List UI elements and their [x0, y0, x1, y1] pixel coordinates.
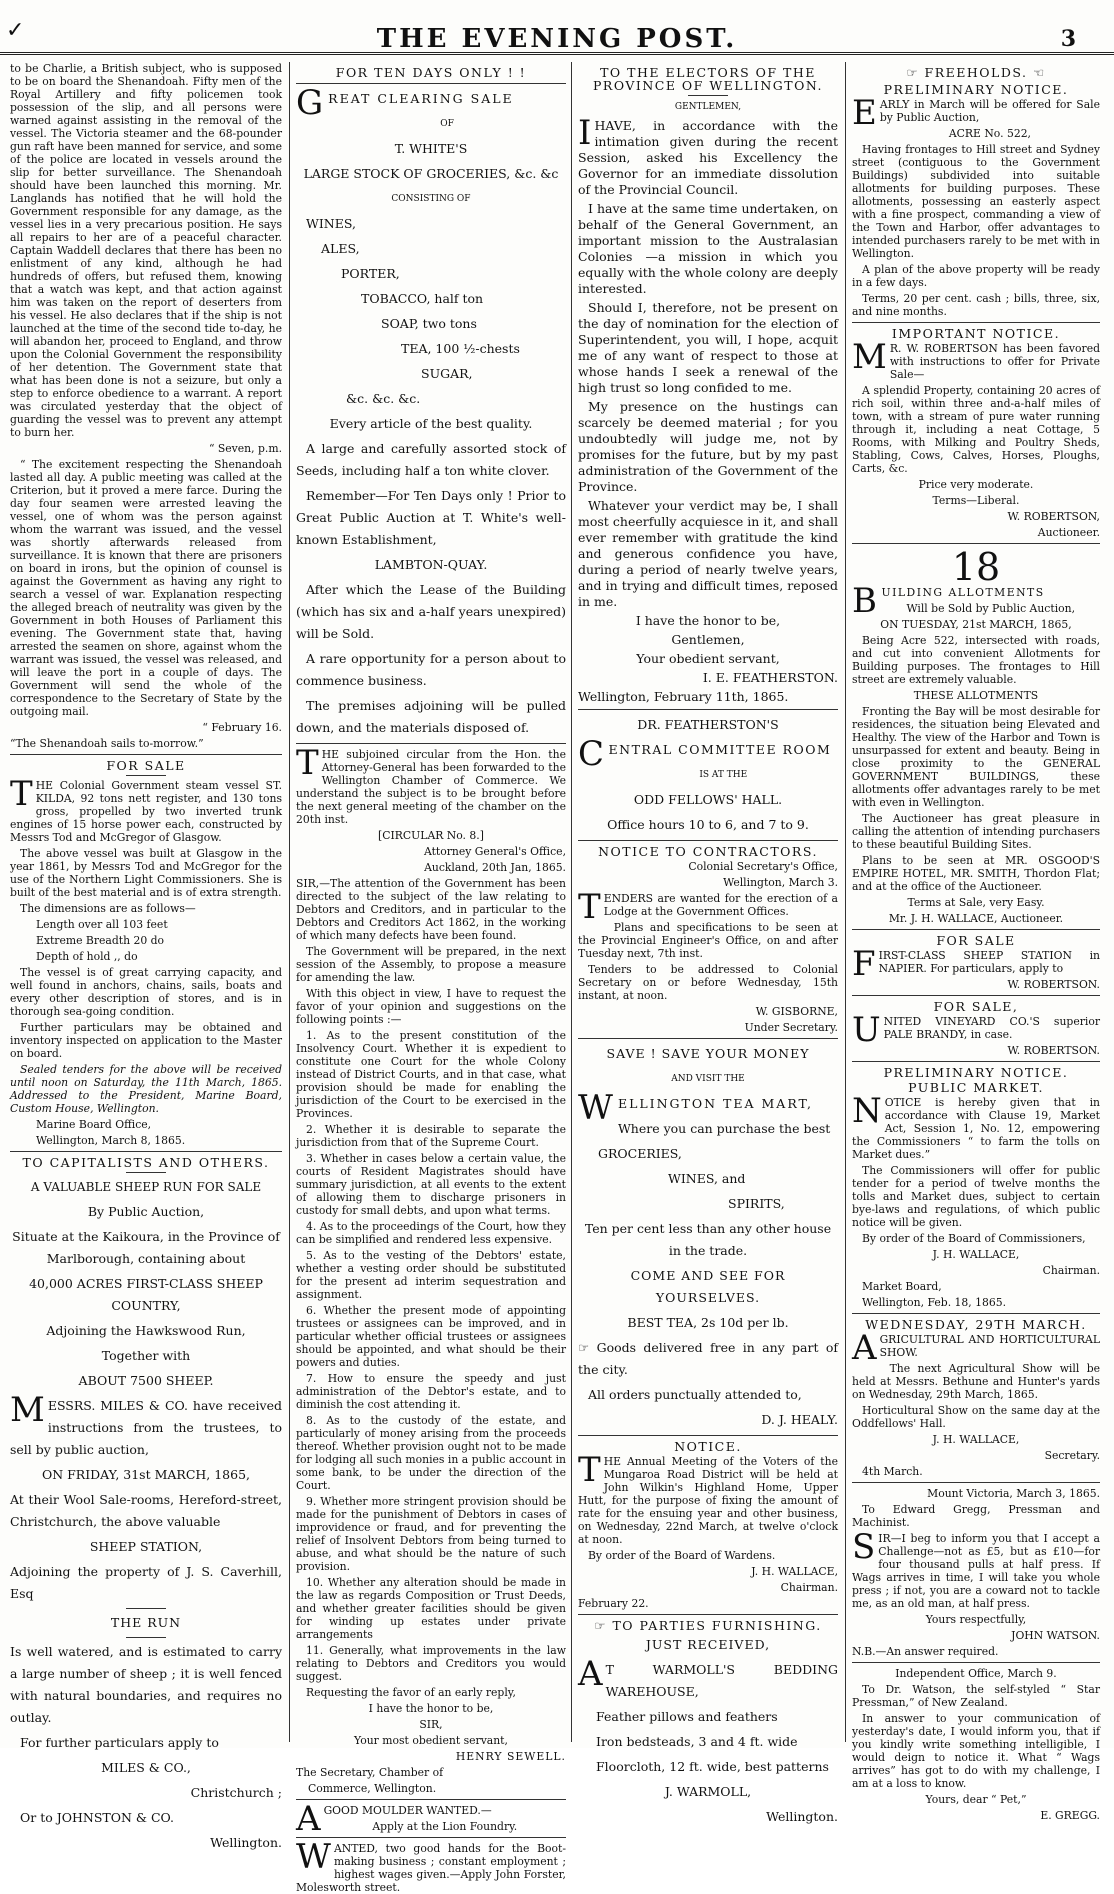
- ad-text: By Public Auction,: [87, 1204, 205, 1219]
- ad-text: February 22.: [578, 1597, 649, 1610]
- ad-text: Yours respectfully,: [925, 1613, 1027, 1626]
- ad-text: Further particulars may be obtained and inventory inspected on application to the Master on board.: [10, 1021, 282, 1060]
- for-sale-heading: FOR SALE,: [933, 999, 1019, 1014]
- napier-station-ad: [852, 944, 1100, 991]
- sheep-run-ad: [10, 1176, 282, 1854]
- clearing-sale-ad: [296, 83, 566, 739]
- ad-text: Feather pillows and feathers: [596, 1709, 778, 1724]
- ad-text: R. W. ROBERTSON has been favored with instructions to offer for Private Sale—: [889, 342, 1100, 381]
- pointing-hand-icon: ☞: [906, 65, 920, 80]
- ad-text: Marine Board Office,: [36, 1118, 152, 1131]
- ad-text: Goods delivered free in any part of the city.: [578, 1340, 838, 1377]
- masthead: [0, 12, 1114, 55]
- ad-text: The premises adjoining will be pulled down, and the materials disposed of.: [296, 698, 566, 735]
- brandy-ad: [852, 1010, 1100, 1057]
- ad-text: Remember—For Ten Days only ! Prior to Great Public Auction at T. White's well-known Establishment,: [296, 488, 566, 547]
- ad-text: I have the honor to be,: [635, 613, 781, 628]
- ad-text: Length over all 103 feet: [36, 918, 168, 931]
- public-market-heading: PUBLIC MARKET.: [908, 1080, 1044, 1095]
- ad-text: GOOD MOULDER WANTED.—: [323, 1804, 492, 1817]
- ad-text: SHEEP STATION,: [89, 1539, 203, 1554]
- electors-address: [578, 99, 838, 705]
- ad-text: 7. How to ensure the speedy and just administration of the Debtor's estate, and to diminish the cost attending it.: [296, 1372, 566, 1411]
- ten-days-heading: FOR TEN DAYS ONLY ! !: [335, 65, 527, 80]
- ad-text: To Edward Gregg, Pressman and Machinist.: [852, 1503, 1100, 1529]
- drop-cap: S: [852, 1527, 876, 1567]
- drop-cap: T: [578, 1450, 601, 1490]
- newspaper-title: THE EVENING POST.: [376, 24, 738, 54]
- ad-text: Wellington, March 3.: [723, 876, 838, 889]
- ad-text: Where you can purchase the best: [617, 1121, 831, 1136]
- ad-text: Is well watered, and is estimated to carry a large number of sheep ; it is well fenced with natural boundaries, and requires no outlay.: [10, 1644, 282, 1725]
- story-dateline: “ February 16.: [202, 721, 282, 734]
- robertson-ad: [852, 337, 1100, 539]
- ad-text: For further particulars apply to: [20, 1735, 219, 1750]
- ad-text: GROCERIES,: [598, 1146, 682, 1161]
- drop-cap: W: [296, 1837, 331, 1877]
- ad-text: J. H. WALLACE,: [751, 1565, 838, 1578]
- ad-text: Should I, therefore, not be present on the day of nomination for the election of Superintendent, you will, I hope, acquit me of any want of respect to those at whose hands I seek a renewal of the high trust so long confided to me.: [578, 300, 838, 395]
- page-number: 3: [1060, 26, 1076, 52]
- ad-text: SAVE ! SAVE YOUR MONEY: [606, 1046, 810, 1061]
- ad-text: Plans to be seen at MR. OSGOOD'S EMPIRE HOTEL, MR. SMITH, Thordon Flat; and at the office of the Auctioneer.: [852, 854, 1100, 893]
- ad-text: Wellington, February 11th, 1865.: [578, 689, 789, 704]
- ad-text: Wellington, March 8, 1865.: [36, 1134, 186, 1147]
- ad-text: CONSISTING OF: [391, 194, 471, 204]
- building-allotments-ad: [852, 581, 1100, 925]
- ad-text: J. H. WALLACE,: [932, 1248, 1020, 1261]
- ad-text: Requesting the favor of an early reply,: [306, 1686, 516, 1699]
- important-heading: IMPORTANT NOTICE.: [891, 326, 1061, 341]
- contractors-heading: NOTICE TO CONTRACTORS.: [598, 844, 818, 859]
- ad-text: ELLINGTON TEA MART,: [617, 1096, 813, 1111]
- ad-text: 6. Whether the present mode of appointing trustees or assignees can be improved, and in particular whether official trustees or assignees should be appointed, and what should be their powers and duties.: [296, 1304, 566, 1369]
- ad-text: Your most obedient servant,: [354, 1734, 508, 1747]
- story-dateline: “ Seven, p.m.: [208, 442, 282, 455]
- ad-text: SIR,—The attention of the Government has been directed to the subject of the law relating to Debtors and Creditors, and in particular to the Debtors and Creditors Act 1862, in the working of which many defects have been found.: [296, 877, 566, 942]
- drop-cap: U: [852, 1010, 881, 1050]
- ad-text: To Dr. Watson, the self-styled “ Star Pressman,” of New Zealand.: [852, 1683, 1100, 1709]
- column-rule: [571, 62, 572, 1742]
- drop-cap: N: [852, 1091, 882, 1131]
- ad-text: The Secretary, Chamber of: [296, 1766, 444, 1779]
- notice-heading: NOTICE.: [674, 1439, 742, 1454]
- ad-text: TEA, 100 ½-chests: [401, 341, 520, 356]
- ad-text: Plans and specifications to be seen at the Provincial Engineer's Office, on and after Tuesday next, 7th inst.: [578, 921, 838, 960]
- ad-text: Being Acre 522, intersected with roads, and cut into convenient Allotments for Building purposes. The frontages to Hill street are extremely valuable.: [852, 634, 1100, 686]
- ad-text: N.B.—An answer required.: [852, 1645, 999, 1658]
- ad-text: Market Board,: [862, 1280, 942, 1293]
- ad-text: Fronting the Bay will be most desirable for residences, the situation being Elevated and Healthy. The view of the Harbor and Town is unsurpassed for extent and beauty. Being in close proximity to the GENERAL GOVERNMENT BUILDINGS, these allotments offer advantages rarely to be met with even in Wellington.: [852, 705, 1100, 809]
- ad-text: The vessel is of great carrying capacity, and well found in anchors, chains, sails, boats and every other description of stores, and is in thorough sea-going condition.: [10, 966, 282, 1018]
- ad-text: JUST RECEIVED,: [645, 1637, 771, 1652]
- story-paragraph: “The Shenandoah sails to-morrow.”: [10, 737, 204, 750]
- ad-text: Mount Victoria, March 3, 1865.: [927, 1487, 1100, 1500]
- market-notice: [852, 1091, 1100, 1309]
- ad-text: IRST-CLASS SHEEP STATION in NAPIER. For particulars, apply to: [878, 949, 1100, 975]
- drop-cap: T: [296, 743, 319, 783]
- ad-text: After which the Lease of the Building (which has six and a-half years unexpired) will be Sold.: [296, 582, 566, 641]
- ad-text: LARGE STOCK OF GROCERIES, &c. &c: [303, 166, 559, 181]
- ad-text: A large and carefully assorted stock of Seeds, including half a ton white clover.: [296, 441, 566, 478]
- ad-text: The dimensions are as follows—: [20, 902, 196, 915]
- ad-text: Christchurch ;: [190, 1785, 282, 1800]
- column-1: [10, 62, 282, 1850]
- ad-text: The next Agricultural Show will be held at Messrs. Bethune and Hunter's yards on Wednesday, 29th March, 1865.: [852, 1362, 1100, 1401]
- ad-text: By order of the Board of Wardens.: [588, 1549, 776, 1562]
- ad-text: IS AT THE: [699, 770, 748, 780]
- ad-text: Office hours 10 to 6, and 7 to 9.: [607, 817, 809, 832]
- ad-text: All orders punctually attended to,: [588, 1387, 802, 1402]
- ad-text: REAT CLEARING SALE: [328, 91, 514, 106]
- ad-text: Horticultural Show on the same day at the Oddfellows' Hall.: [852, 1404, 1100, 1430]
- ad-text: My presence on the hustings can scarcely be deemed material ; for you undoubtedly will judge me, not by promises for the future, but by my past administration of the Government of the Province.: [578, 399, 838, 494]
- ad-text: Terms at Sale, very Easy.: [907, 896, 1045, 909]
- watson-challenge: [852, 1487, 1100, 1658]
- pointing-hand-icon: ☜: [1032, 65, 1046, 80]
- ad-text: Independent Office, March 9.: [895, 1667, 1057, 1680]
- ad-text: ENTRAL COMMITTEE ROOM: [608, 742, 832, 757]
- ad-text: 5. As to the vesting of the Debtors' estate, whether a vesting order should be substituted for the present ad interim sequestration and assignment.: [296, 1249, 566, 1301]
- ad-text: Wellington, Feb. 18, 1865.: [862, 1296, 1007, 1309]
- ad-text: ALES,: [321, 241, 360, 256]
- ad-text: Chairman.: [780, 1581, 838, 1594]
- ad-text: 4. As to the proceedings of the Court, how they can be simplified and rendered less expensive.: [296, 1220, 566, 1246]
- ad-text: Yours, dear “ Pet,”: [925, 1793, 1027, 1806]
- ad-text: WINES, and: [668, 1171, 746, 1186]
- ad-text: Whatever your verdict may be, I shall most cheerfully acquiesce in it, and shall ever remember with gratitude the kind and generous confidence you have, during a period of nearly twelve years, and in trying and difficult times, reposed in me.: [578, 498, 838, 609]
- gregg-reply: [852, 1667, 1100, 1822]
- drop-cap: M: [10, 1390, 45, 1430]
- ad-text: SUGAR,: [421, 366, 473, 381]
- ad-text: 2. Whether it is desirable to separate the jurisdiction from that of the Supreme Court.: [296, 1123, 566, 1149]
- electors-heading: TO THE ELECTORS OF THE PROVINCE OF WELLINGTON.: [593, 65, 823, 93]
- tea-mart-ad: [578, 1043, 838, 1431]
- attorney-general-circular: [296, 743, 566, 1795]
- ad-text: The Commissioners will offer for public tender for a period of twelve months the tolls and Market dues, subject to certain bye-laws and regulations, of which public notice will be given.: [852, 1164, 1100, 1229]
- drop-cap: T: [10, 774, 33, 814]
- ad-text: Auctioneer.: [1037, 526, 1100, 539]
- capitalists-heading: TO CAPITALISTS AND OTHERS.: [22, 1155, 270, 1170]
- ad-text: MILES & CO.,: [101, 1760, 191, 1775]
- ad-text: Mr. J. H. WALLACE, Auctioneer.: [888, 912, 1064, 925]
- pointing-hand-icon: ☞: [594, 1618, 607, 1633]
- ad-text: Price very moderate.: [918, 478, 1034, 491]
- ad-text: Wellington.: [210, 1835, 282, 1850]
- ad-text: I have the honor to be,: [368, 1702, 494, 1715]
- ad-text: GENTLEMEN,: [674, 102, 742, 112]
- ad-text: By order of the Board of Commissioners,: [862, 1232, 1086, 1245]
- drop-cap: W: [578, 1088, 615, 1128]
- ad-text: D. J. HEALY.: [761, 1412, 838, 1427]
- column-3: [578, 62, 838, 1824]
- ad-text: HAVE, in accordance with the intimation given during the recent Session, asked his Excellency the Governor for an immediate dissolution of the Provincial Council.: [578, 118, 838, 197]
- ad-text: E. GREGG.: [1040, 1809, 1100, 1822]
- ad-text: T. WHITE'S: [394, 141, 468, 156]
- ad-text: Secretary.: [1044, 1449, 1100, 1462]
- ad-text: Ten per cent less than any other house in the trade.: [584, 1221, 832, 1258]
- ad-text: 1. As to the present constitution of the Insolvency Court. Whether it is expedient to constitute one Court for the whole Colony instead of District Courts, and in that case, what provision should be made for enabling the jurisdiction of the Court to be exercised in the Provinces.: [296, 1029, 566, 1120]
- ad-text: Having frontages to Hill street and Sydney street (contiguous to the Government Buildings) subdivided into suitable allotments for building purposes. These allotments, possessing an easterly aspect with a fine prospect, commanding a view of the Town and Harbor, offer advantages to intended purchasers rarely to be met with in Wellington.: [852, 143, 1100, 260]
- column-rule: [289, 62, 290, 1742]
- ad-text: Chairman.: [1042, 1264, 1100, 1277]
- ad-text: Iron bedsteads, 3 and 4 ft. wide: [596, 1734, 798, 1749]
- ad-text: ON TUESDAY, 21st MARCH, 1865,: [880, 618, 1072, 631]
- ad-text: ENDERS are wanted for the erection of a Lodge at the Government Offices.: [603, 892, 838, 918]
- ad-text: GRICULTURAL AND HORTICULTURAL SHOW.: [879, 1333, 1100, 1359]
- ad-text: In answer to your communication of yesterday's date, I would inform you, that if you kindly write something intelligible, I would deign to notice it. What “ Wags arrives” has got to do with my challenge, I am at a loss to know.: [852, 1712, 1100, 1790]
- ad-text: The Government will be prepared, in the next session of the Assembly, to propose a measure for amending the law.: [296, 945, 566, 984]
- ad-text: W. ROBERTSON.: [1007, 1044, 1100, 1057]
- column-4: [852, 62, 1100, 1822]
- ad-text: Terms—Liberal.: [932, 494, 1020, 507]
- drop-cap: A: [578, 1654, 603, 1694]
- ad-text: A VALUABLE SHEEP RUN FOR SALE: [30, 1180, 262, 1194]
- ad-text: J. H. WALLACE,: [932, 1433, 1020, 1446]
- ad-text: Your obedient servant,: [636, 651, 780, 666]
- ad-text: ANTED, two good hands for the Boot-making business ; constant employment ; highest wages given.—Apply John Forster, Molesworth street.: [296, 1842, 566, 1894]
- warmoll-ad: [578, 1634, 838, 1828]
- ad-text: ON FRIDAY, 31st MARCH, 1865,: [41, 1467, 251, 1482]
- ad-text: UILDING ALLOTMENTS: [881, 586, 1045, 599]
- contractors-notice: [578, 860, 838, 1034]
- ad-text: SIR,: [419, 1718, 443, 1731]
- ad-text: The above vessel was built at Glasgow in the year 1861, by Messrs Tod and McGregor for the use of the Northern Light Commissioners. She is built of the best material and is of extra strength.: [10, 847, 282, 899]
- ad-text: At their Wool Sale-rooms, Hereford-street, Christchurch, the above valuable: [10, 1492, 282, 1529]
- ad-text: 40,000 ACRES FIRST-CLASS SHEEP COUNTRY,: [29, 1276, 263, 1313]
- ad-text: OF: [440, 119, 454, 129]
- ad-text: Gentlemen,: [671, 632, 745, 647]
- drop-cap: A: [852, 1328, 877, 1368]
- drop-cap: I: [578, 113, 592, 153]
- for-sale-heading: FOR SALE: [936, 933, 1016, 948]
- ad-text: 4th March.: [862, 1465, 923, 1478]
- ad-text: PORTER,: [341, 266, 400, 281]
- ad-text: COME AND SEE FOR YOURSELVES.: [630, 1268, 786, 1305]
- ad-text: A rare opportunity for a person about to commence business.: [296, 651, 566, 688]
- st-kilda-ad: [10, 774, 282, 1147]
- preliminary-heading: PRELIMINARY NOTICE.: [883, 82, 1069, 97]
- story-paragraph: to be Charlie, a British subject, who is supposed to be on board the Shenandoah. Fifty men of the Royal Artillery and fifty policemen took possession of the slip, and all persons were warned against assisting in the removal of the vessel. The Victoria steamer and the 68-pounder gun raft have been manned for service, and some of the police are located in vessels around the slip for better surveillance. The Shenandoah should have been launched this morning. Mr. Langlands has notified that he will hold the Government responsible for any damage, as the vessel lies in a very precarious position. He says all repairs to her are of a peaceful character. Captain Waddell declares that there has been no enlistment of any kind, although he had hundreds of offers, but refused them, knowing that a watch was kept, and that action against him was taken on the report of deserters from his vessel. He also declares that if the ship is not launched at the time of the second tide to-day, he will abandon her, proceed to England, and throw upon the Colonial Government the responsibility of her detention. The Government state that what has been done is not a seizure, but only a step to enforce obedience to a warrant. A report was circulated yesterday that the object of guarding the vessel was to prevent any attempt to burn her.: [10, 62, 282, 439]
- show-date-heading: WEDNESDAY, 29TH MARCH.: [865, 1317, 1087, 1332]
- furnishing-heading: TO PARTIES FURNISHING.: [612, 1618, 822, 1633]
- ad-text: Attorney General's Office,: [423, 845, 566, 858]
- ad-text: Wellington.: [766, 1809, 838, 1824]
- drop-cap: T: [578, 887, 601, 927]
- ad-text: SPIRITS,: [728, 1196, 785, 1211]
- drop-cap: G: [296, 83, 326, 123]
- ad-text: ACRE No. 522,: [948, 127, 1031, 140]
- for-sale-heading: FOR SALE: [106, 758, 186, 773]
- ad-text: BEST TEA, 2s 10d per lb.: [627, 1315, 789, 1330]
- ad-text: With this object in view, I have to request the favor of your opinion and suggestions on the following points :—: [296, 987, 566, 1026]
- ad-text: Auckland, 20th Jan, 1865.: [424, 861, 566, 874]
- ad-text: 11. Generally, what improvements in the law relating to Debtors and Creditors you would suggest.: [296, 1644, 566, 1683]
- ad-text: Or to JOHNSTON & CO.: [20, 1810, 175, 1825]
- pen-mark-icon: ✓: [6, 18, 25, 43]
- ad-text: SOAP, two tons: [381, 316, 477, 331]
- ad-text: ABOUT 7500 SHEEP.: [78, 1373, 214, 1388]
- ad-text: 3. Whether in cases below a certain value, the courts of Resident Magistrates should have summary jurisdiction, at all events to the extent of allowing them to discharge prisoners in custody for small debts, and upon what terms.: [296, 1152, 566, 1217]
- lot-number: 18: [951, 545, 1001, 589]
- ad-text: A plan of the above property will be ready in a few days.: [852, 263, 1100, 289]
- ad-text: W. GISBORNE,: [755, 1005, 838, 1018]
- ad-text: Adjoining the property of J. S. Caverhill, Esq: [10, 1564, 282, 1601]
- ad-text: Tenders to be addressed to Colonial Secretary on or before Wednesday, 15th instant, at noon.: [578, 963, 838, 1002]
- agricultural-show-ad: [852, 1328, 1100, 1478]
- ad-text: ARLY in March will be offered for Sale by Public Auction,: [879, 98, 1100, 124]
- ad-text: Terms, 20 per cent. cash ; bills, three, six, and nine months.: [852, 292, 1100, 318]
- pointing-hand-icon: ☞: [578, 1340, 590, 1355]
- ad-text: IR—I beg to inform you that I accept a Challenge—not as £5, but as £10—for four thousand pulls at half press. If Wags arrives in time, I will take you whole press ; if not, you are a coward not to tackle me, as an old man, at half press.: [852, 1532, 1100, 1610]
- ad-text: Adjoining the Hawkswood Run,: [46, 1323, 246, 1338]
- ad-text: Extreme Breadth 20 do: [36, 934, 165, 947]
- ad-text: DR. FEATHERSTON'S: [637, 717, 779, 732]
- story-paragraph: “ The excitement respecting the Shenandoah lasted all day. A public meeting was called at the Criterion, but it proved a mere farce. During the day four seamen were arrested leaving the vessel, one of whom was the person against whom the warrant was issued, and the vessel was shortly afterwards released from surveillance. It is known that there are prisoners on board in irons, but the opinion of counsel is against the Government as having any right to search a vessel of war. Explanation respecting the alleged breach of neutrality was given by the Government in both Houses of Parliament this evening. The Government state that, having arrested the seamen on shore, against whom the warrant was issued, the vessel was released, and will leave the port in a couple of days. The Government will send the whole of the correspondence to the Secretary of State by the outgoing mail.: [10, 458, 282, 718]
- ad-text: W. ROBERTSON.: [1007, 978, 1100, 991]
- moulder-ad: [296, 1799, 566, 1839]
- ad-text: TOBACCO, half ton: [361, 291, 484, 306]
- ad-text: Colonial Secretary's Office,: [688, 860, 838, 873]
- ad-text: Every article of the best quality.: [329, 416, 533, 431]
- ad-text: HE Annual Meeting of the Voters of the Mungaroa Road District will be held at John Wilkin's Highland Home, Upper Hutt, for the purpose of fixing the amount of rate for the ensuing year and other business, on Wednesday, 22nd March, at twelve o'clock at noon.: [578, 1455, 838, 1546]
- drop-cap: M: [852, 337, 887, 377]
- ad-text: Depth of hold ,, do: [36, 950, 138, 963]
- ad-text: 8. As to the custody of the estate, and particularly of money arising from the proceeds thereof. Whether provision ought not to be made for lodging all such monies in a public account in some bank, to be under the direction of the Court.: [296, 1414, 566, 1492]
- ad-text: &c. &c. &c.: [346, 391, 421, 406]
- ad-text: HE Colonial Government steam vessel ST. KILDA, 92 tons nett register, and 130 tons gross, propelled by two inverted trunk engines of 15 horse power each, constructed by Messrs Tod and McGregor of Glasgow.: [10, 779, 282, 844]
- column-rule: [845, 62, 846, 1742]
- ad-text: ESSRS. MILES & CO. have received instructions from the trustees, to sell by public auction,: [10, 1398, 282, 1457]
- ad-text: Together with: [101, 1348, 191, 1363]
- ad-text: OTICE is hereby given that in accordance with Clause 19, Market Act, Session 1, No. 12, empowering the Commissioners “ to farm the tolls on Market dues.”: [852, 1096, 1100, 1161]
- drop-cap: A: [296, 1799, 321, 1839]
- boot-ad: [296, 1837, 566, 1894]
- ad-text: Under Secretary.: [744, 1021, 838, 1034]
- ad-text: Will be Sold by Public Auction,: [906, 602, 1076, 615]
- drop-cap: E: [852, 93, 877, 133]
- ad-text: Floorcloth, 12 ft. wide, best patterns: [596, 1759, 829, 1774]
- ad-text: A splendid Property, containing 20 acres of rich soil, within three and-a-half miles of town, with a stream of pure water running through it, including a neat Cottage, 5 Rooms, with Milking and Poultry Sheds, Stabling, Cows, Calves, Horses, Ploughs, Carts, &c.: [852, 384, 1100, 475]
- ad-text: Apply at the Lion Foundry.: [372, 1820, 518, 1833]
- column-2: [296, 62, 566, 1894]
- ad-text: I. E. FEATHERSTON.: [702, 670, 838, 685]
- ad-text: LAMBTON-QUAY.: [374, 557, 488, 572]
- ad-text: J. WARMOLL,: [664, 1784, 752, 1799]
- freeholds-heading: FREEHOLDS.: [924, 65, 1028, 80]
- ad-text: HE subjoined circular from the Hon. the Attorney-General has been forwarded to the Wellington Chamber of Commerce. We understand the subject is to be brought before the next general meeting of the chamber on the 20th inst.: [296, 748, 566, 826]
- ad-text: 10. Whether any alteration should be made in the law as regards Composition or Trust Deeds, and whether greater facilities should be given for winding up estates under private arrangements: [296, 1576, 566, 1641]
- ad-text: The Auctioneer has great pleasure in calling the attention of intending purchasers to these beautiful Building Sites.: [852, 812, 1100, 851]
- ad-text: [CIRCULAR No. 8.]: [378, 829, 484, 842]
- ad-text: Sealed tenders for the above will be received until noon on Saturday, the 11th March, 1865. Addressed to the President, Marine Board, Custom House, Wellington.: [10, 1063, 282, 1115]
- ad-text: T WARMOLL'S BEDDING WAREHOUSE,: [605, 1662, 838, 1699]
- ad-text: HENRY SEWELL.: [455, 1750, 566, 1763]
- ad-text: AND VISIT THE: [671, 1074, 745, 1084]
- ad-text: W. ROBERTSON,: [1007, 510, 1100, 523]
- drop-cap: B: [852, 581, 879, 621]
- ad-text: Situate at the Kaikoura, in the Province of Marlborough, containing about: [12, 1229, 280, 1266]
- ad-text: I have at the same time undertaken, on behalf of the General Government, an important mission to the Australasian Colonies —a mission in which you equally with the whole colony are deeply interested.: [578, 201, 838, 296]
- ad-text: NITED VINEYARD CO.'S superior PALE BRANDY, in case.: [883, 1015, 1100, 1041]
- shenandoah-story: [10, 62, 282, 750]
- ad-text: WINES,: [306, 216, 356, 231]
- ad-text: 9. Whether more stringent provision should be made for the punishment of Debtors in cases of improvidence or fraud, and for preventing the relief of Insolvent Debtors from being turned to abuse, and what should be the nature of such provision.: [296, 1495, 566, 1573]
- mungaroa-notice: [578, 1450, 838, 1610]
- freeholds-ad: [852, 93, 1100, 318]
- committee-room-ad: [578, 714, 838, 836]
- ad-text: ODD FELLOWS' HALL.: [633, 792, 783, 807]
- ad-text: THE RUN: [110, 1615, 182, 1630]
- ad-text: Commerce, Wellington.: [308, 1782, 437, 1795]
- ad-text: THESE ALLOTMENTS: [913, 689, 1039, 702]
- preliminary-heading: PRELIMINARY NOTICE.: [883, 1065, 1069, 1080]
- drop-cap: C: [578, 734, 606, 774]
- drop-cap: F: [852, 944, 876, 984]
- ad-text: JOHN WATSON.: [1011, 1629, 1100, 1642]
